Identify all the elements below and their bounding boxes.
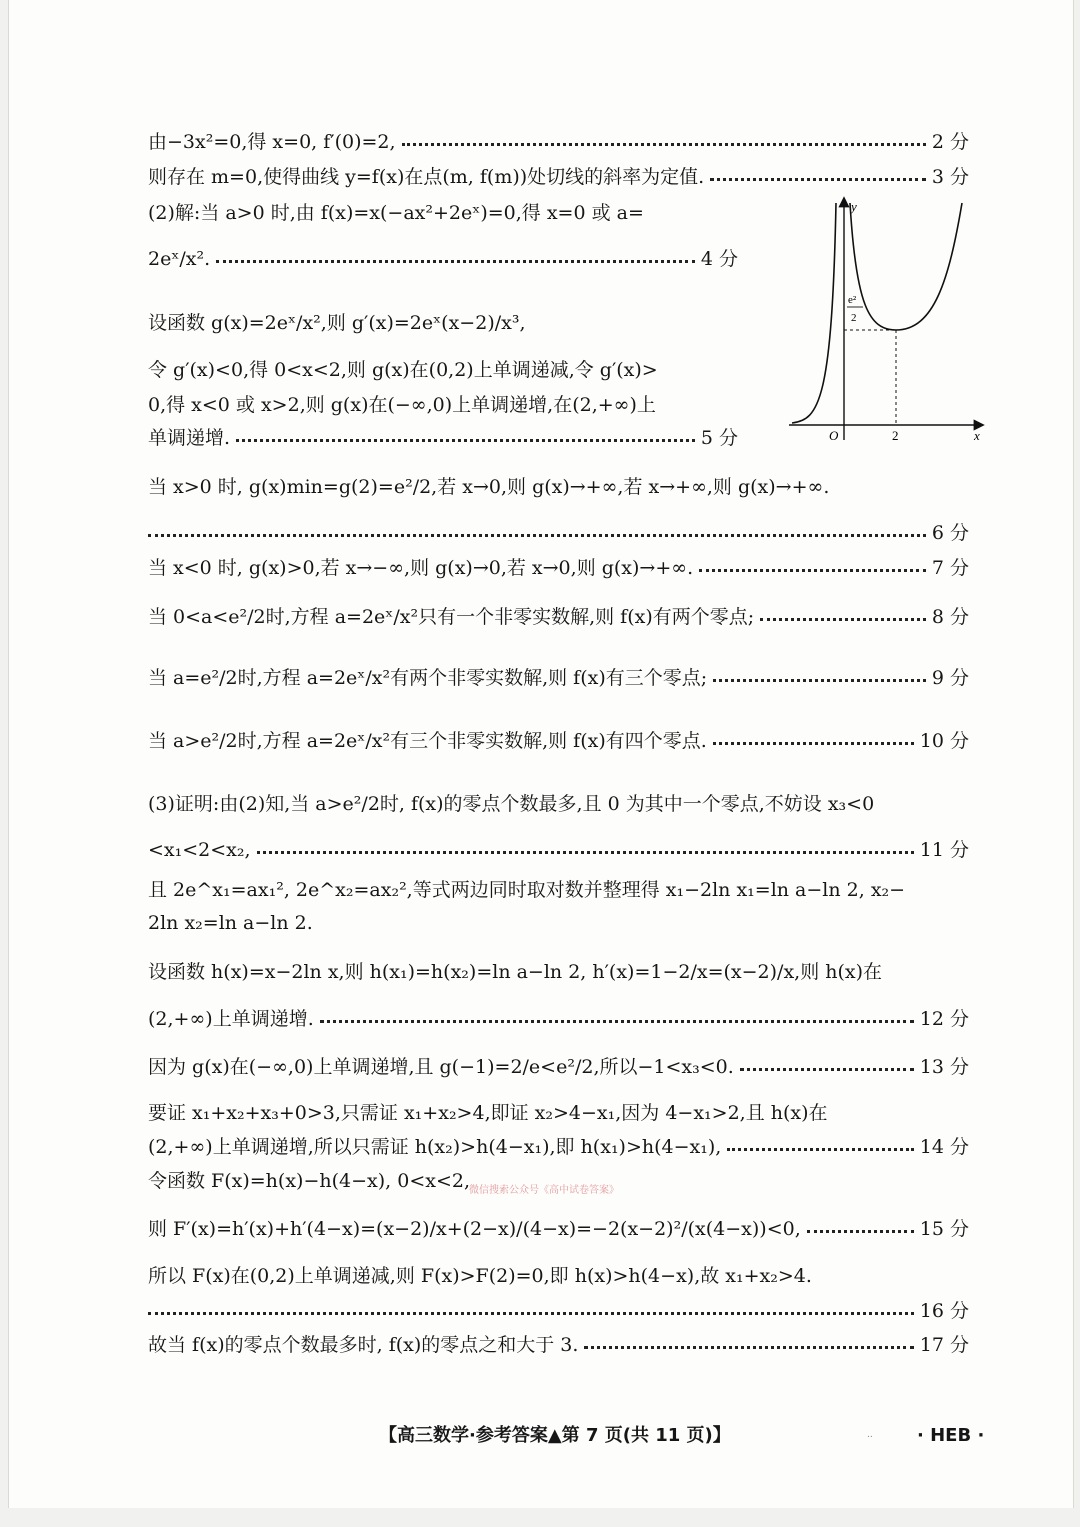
answer-line-19 (148, 957, 969, 987)
origin-label: O (829, 428, 839, 443)
dot-leader (727, 1144, 913, 1151)
line-text: 单调递增. (148, 427, 231, 449)
answer-line-16 (148, 835, 969, 865)
watermark-text: 微信搜索公众号《高中试卷答案》 (469, 1185, 619, 1196)
line-text: 令 g′(x)<0,得 0<x<2,则 g(x)在(0,2)上单调递减,令 g′(x)> (148, 359, 658, 381)
answer-line-28 (148, 1330, 969, 1360)
score-label: 9 分 (931, 667, 969, 689)
score-label: 5 分 (700, 427, 738, 449)
dot-leader (713, 675, 926, 682)
score-label: 3 分 (931, 166, 969, 188)
answer-sheet-page (8, 0, 1074, 1508)
answer-line-20 (148, 1004, 969, 1034)
line-text: 当 x<0 时, g(x)>0,若 x→−∞,则 g(x)→0,若 x→0,则 g(x)→+∞. (148, 557, 694, 579)
answer-line-14 (148, 726, 969, 756)
answer-line-7 (148, 390, 738, 420)
left-branch-curve (792, 203, 836, 423)
line-text: (2,+∞)上单调递增. (148, 1008, 314, 1030)
answer-line-6 (148, 355, 738, 385)
line-text: 故当 f(x)的零点个数最多时, f(x)的零点之和大于 3. (148, 1334, 579, 1356)
dot-leader (257, 847, 914, 854)
dot-leader (807, 1226, 914, 1233)
dot-leader (710, 174, 926, 181)
score-label: 13 分 (919, 1056, 969, 1078)
line-text: 当 a>e²/2时,方程 a=2eˣ/x²有三个非零实数解,则 f(x)有四个零点. (148, 730, 707, 752)
line-text: 则 F′(x)=h′(x)+h′(4−x)=(x−2)/x+(2−x)/(4−x)=−2(x−2)²/(x(4−x))<0, (148, 1218, 801, 1240)
page-footer: 【高三数学·参考答案▲第 7 页(共 11 页)】 (379, 1425, 731, 1446)
score-label: 17 分 (919, 1334, 969, 1356)
answer-line-22 (148, 1098, 969, 1128)
dot-leader (148, 1308, 914, 1315)
right-branch-curve (850, 203, 962, 330)
answer-line-13 (148, 663, 969, 693)
y-axis-label: y (851, 199, 857, 214)
x-tick-label: 2 (892, 428, 899, 443)
score-label: 14 分 (919, 1136, 969, 1158)
answer-line-10 (148, 518, 969, 548)
x-axis-label: x (974, 428, 980, 443)
scan-mark: .. (867, 1430, 873, 1440)
answer-line-11 (148, 553, 969, 583)
answer-line-15 (148, 789, 969, 819)
score-label: 10 分 (919, 730, 969, 752)
score-label: 2 分 (931, 131, 969, 153)
dot-leader (236, 435, 695, 442)
answer-line-25 (148, 1214, 969, 1244)
y-tick-denominator: 2 (851, 312, 857, 324)
score-label: 7 分 (931, 557, 969, 579)
dot-leader (740, 1064, 914, 1071)
line-text: 则存在 m=0,使得曲线 y=f(x)在点(m, f(m))处切线的斜率为定值. (148, 166, 705, 188)
answer-line-21 (148, 1052, 969, 1082)
line-text: 设函数 g(x)=2eˣ/x²,则 g′(x)=2eˣ(x−2)/x³, (148, 312, 526, 334)
line-text: 且 2e^x₁=ax₁², 2e^x₂=ax₂²,等式两边同时取对数并整理得 x₁−2ln x₁=ln a−ln 2, x₂− (148, 879, 906, 901)
dot-leader (584, 1342, 913, 1349)
line-text: 0,得 x<0 或 x>2,则 g(x)在(−∞,0)上单调递增,在(2,+∞)上 (148, 394, 656, 416)
answer-line-8 (148, 423, 738, 453)
score-label: 8 分 (931, 606, 969, 628)
line-text: 由−3x²=0,得 x=0, f′(0)=2, (148, 131, 396, 153)
y-tick-numerator: e² (848, 294, 857, 306)
answer-line-9 (148, 472, 969, 502)
dot-leader (216, 256, 695, 263)
answer-line-18 (148, 908, 969, 938)
footer-code: · HEB · (917, 1425, 985, 1446)
line-text: (2,+∞)上单调递增,所以只需证 h(x₂)>h(4−x₁),即 h(x₁)>h(4−x₁), (148, 1136, 722, 1158)
answer-line-5 (148, 308, 738, 338)
line-text: (2)解:当 a>0 时,由 f(x)=x(−ax²+2eˣ)=0,得 x=0 或 a= (148, 202, 644, 224)
line-text: 设函数 h(x)=x−2ln x,则 h(x₁)=h(x₂)=ln a−ln 2, h′(x)=1−2/x=(x−2)/x,则 h(x)在 (148, 961, 883, 983)
answer-line-27 (148, 1296, 969, 1326)
answer-line-2 (148, 162, 969, 192)
dot-leader (402, 139, 926, 146)
dot-leader (148, 530, 926, 537)
answer-line-26 (148, 1261, 969, 1291)
answer-line-23 (148, 1132, 969, 1162)
dot-leader (713, 738, 914, 745)
score-label: 15 分 (919, 1218, 969, 1240)
score-label: 6 分 (931, 522, 969, 544)
line-text: 2ln x₂=ln a−ln 2. (148, 912, 313, 934)
line-text: 当 0<a<e²/2时,方程 a=2eˣ/x²只有一个非零实数解,则 f(x)有两个零点; (148, 606, 755, 628)
dot-leader (760, 614, 926, 621)
line-text: 所以 F(x)在(0,2)上单调递减,则 F(x)>F(2)=0,即 h(x)>h(4−x),故 x₁+x₂>4. (148, 1265, 812, 1287)
answer-line-4 (148, 244, 738, 274)
line-text: 当 x>0 时, g(x)min=g(2)=e²/2,若 x→0,则 g(x)→+∞,若 x→+∞,则 g(x)→+∞. (148, 476, 830, 498)
line-text: 当 a=e²/2时,方程 a=2eˣ/x²有两个非零实数解,则 f(x)有三个零点; (148, 667, 708, 689)
line-text: 2eˣ/x². (148, 248, 211, 270)
answer-line-17 (148, 875, 969, 905)
line-text: 因为 g(x)在(−∞,0)上单调递增,且 g(−1)=2/e<e²/2,所以−1<x₃<0. (148, 1056, 734, 1078)
score-label: 11 分 (919, 839, 969, 861)
dot-leader (320, 1016, 914, 1023)
score-label: 12 分 (919, 1008, 969, 1030)
line-text: <x₁<2<x₂, (148, 839, 251, 861)
function-graph (784, 195, 989, 445)
answer-line-1 (148, 127, 969, 157)
score-label: 16 分 (919, 1300, 969, 1322)
line-text: (3)证明:由(2)知,当 a>e²/2时, f(x)的零点个数最多,且 0 为其中一个零点,不妨设 x₃<0 (148, 793, 875, 815)
answer-line-3 (148, 198, 738, 228)
answer-line-12 (148, 602, 969, 632)
dot-leader (699, 565, 926, 572)
score-label: 4 分 (700, 248, 738, 270)
line-text: 要证 x₁+x₂+x₃+0>3,只需证 x₁+x₂>4,即证 x₂>4−x₁,因为 4−x₁>2,且 h(x)在 (148, 1102, 828, 1124)
line-text: 令函数 F(x)=h(x)−h(4−x), 0<x<2, (148, 1170, 471, 1192)
